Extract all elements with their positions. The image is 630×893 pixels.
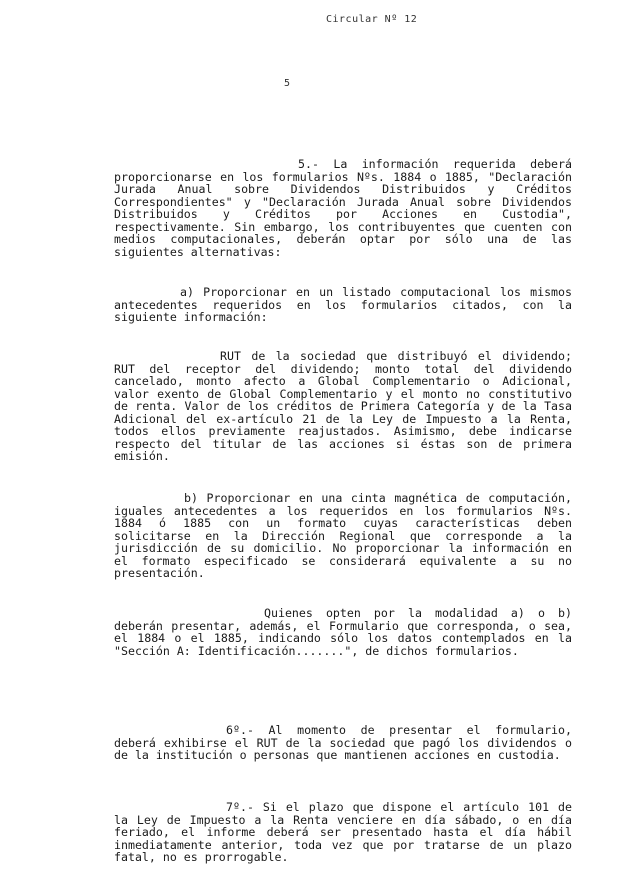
paragraph-text: 6º.- Al momento de presentar el formulario, deberá exhibirse el RUT de la sociedad que pagó los dividendos o de la institución o personas que mantienen acciones en custodia.	[114, 723, 572, 762]
circular-number: Circular Nº 12	[326, 14, 418, 25]
paragraph-option-b	[114, 492, 572, 580]
paragraph-text: Quienes opten por la modalidad a) o b) deberán presentar, además, el Formulario que corresponda, o sea, el 1884 o el 1885, indicando sólo los datos contemplados en la "Sección A: Identificación.......", de dichos formularios.	[114, 606, 572, 658]
paragraph-option-a	[114, 286, 572, 324]
paragraph-text: b) Proporcionar en una cinta magnética de computación, iguales antecedentes a los requeridos en los formularios Nºs. 1884 ó 1885 con un formato cuyas características deben solicitarse en la Dirección Regional que corresponde a la jurisdicción de su domicilio. No proporcionar la información en el formato especificado se considerará equivalente a su no presentación.	[114, 491, 572, 580]
paragraph-text: a) Proporcionar en un listado computacional los mismos antecedentes requeridos en los formularios citados, con la siguiente información:	[114, 285, 572, 324]
document-header	[326, 14, 417, 25]
paragraph-text: 5.- La información requerida deberá proporcionarse en los formularios Nºs. 1884 o 1885, "Declaración Jurada Anual sobre Dividendos Distribuidos y Créditos Correspondientes" y "Declaración Jurada Anual sobre Dividendos Distribuidos y Créditos por Acciones en Custodia", respectivamente. Sin embargo, los contribuyentes que cuenten con medios computacionales, deberán optar por sólo una de las siguientes alternativas:	[114, 157, 572, 259]
paragraph-text: RUT de la sociedad que distribuyó el dividendo; RUT del receptor del dividendo; monto total del dividendo cancelado, monto afecto a Global Complementario o Adicional, valor exento de Global Complementario y el monto no constitutivo de renta. Valor de los créditos de Primera Categoría y de la Tasa Adicional del ex-artículo 21 de la Ley de Impuesto a la Renta, todos ellos previamente reajustados. Asimismo, debe indicarse respecto del titular de las acciones si éstas son de primera emisión.	[114, 349, 572, 463]
paragraph-7-deadline	[114, 801, 572, 864]
paragraph-form-submission	[114, 607, 572, 657]
paragraph-required-data-fields	[114, 350, 572, 463]
paragraph-6-rut-exhibition	[114, 724, 572, 762]
page-number: 5	[284, 78, 291, 89]
paragraph-5-information-required	[114, 158, 572, 258]
paragraph-text: 7º.- Si el plazo que dispone el artículo 101 de la Ley de Impuesto a la Renta venciere en día sábado, o en día feriado, el informe deberá ser presentado hasta el día hábil inmediatamente anterior, toda vez que por tratarse de un plazo fatal, no es prorrogable.	[114, 800, 572, 864]
